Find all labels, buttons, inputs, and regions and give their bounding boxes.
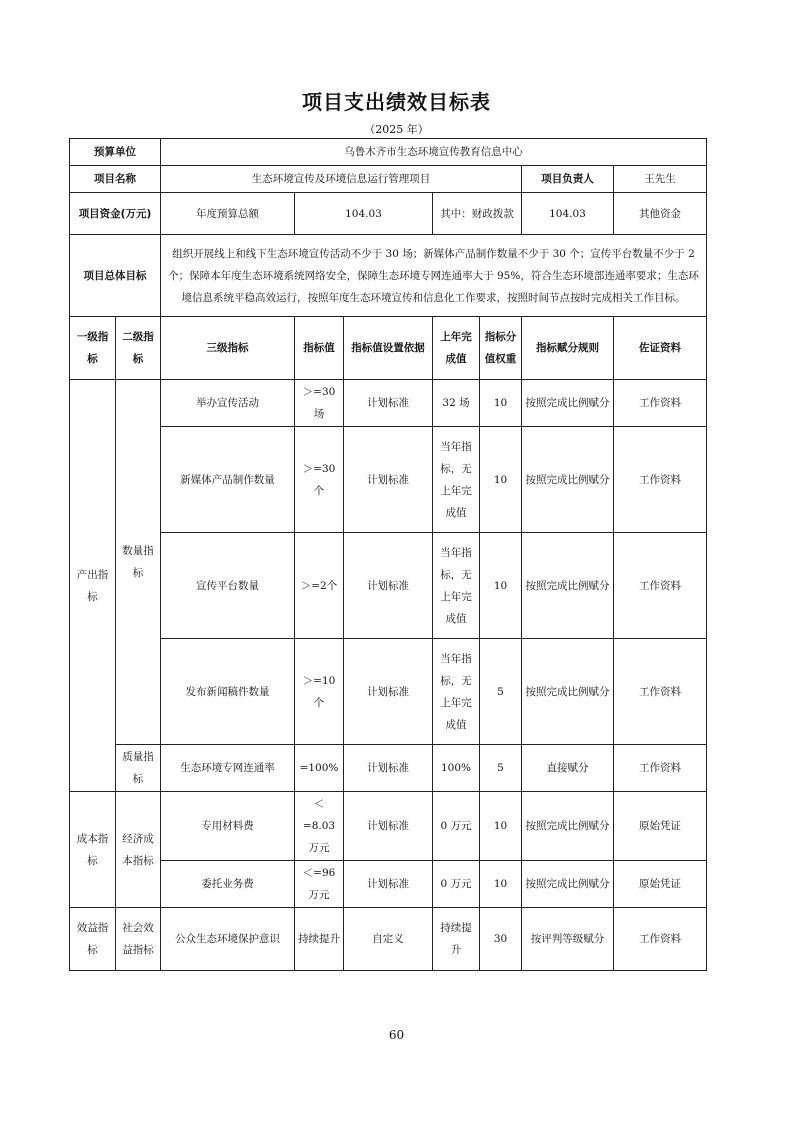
indicator-rule: 按照完成比例赋分	[522, 792, 614, 861]
level1-output: 产出指标	[70, 380, 116, 792]
indicator-value: ＞=30个	[295, 427, 344, 533]
annual-budget-value: 104.03	[295, 193, 433, 235]
header-weight: 指标分值权重	[480, 317, 522, 380]
header-rule: 指标赋分规则	[522, 317, 614, 380]
header-value: 指标值	[295, 317, 344, 380]
indicator-last-year: 当年指标，无上年完成值	[433, 639, 480, 745]
indicator-rule: 按照完成比例赋分	[522, 861, 614, 908]
indicator-name: 举办宣传活动	[161, 380, 295, 427]
indicator-row	[70, 745, 707, 792]
level1-cost: 成本指标	[70, 792, 116, 908]
header-last-year: 上年完成值	[433, 317, 480, 380]
indicator-evidence: 工作资料	[614, 908, 707, 971]
indicator-value: =100%	[295, 745, 344, 792]
other-funds-label: 其他资金	[614, 193, 707, 235]
year-label: （2025 年）	[364, 123, 429, 136]
indicator-weight: 10	[480, 792, 522, 861]
header-basis: 指标值设置依据	[344, 317, 433, 380]
indicator-evidence: 原始凭证	[614, 792, 707, 861]
indicator-evidence: 工作资料	[614, 639, 707, 745]
indicator-evidence: 工作资料	[614, 427, 707, 533]
indicator-weight: 10	[480, 861, 522, 908]
indicator-value: 持续提升	[295, 908, 344, 971]
indicator-rule: 直接赋分	[522, 745, 614, 792]
indicator-value: ＜=96万元	[295, 861, 344, 908]
indicator-last-year: 0 万元	[433, 792, 480, 861]
indicator-basis: 自定义	[344, 908, 433, 971]
project-leader-label: 项目负责人	[522, 166, 614, 193]
indicator-header-row	[70, 317, 707, 380]
level1-benefit: 效益指标	[70, 908, 116, 971]
indicator-rule: 按评判等级赋分	[522, 908, 614, 971]
level2-quantity: 数量指标	[116, 380, 161, 745]
project-name-label: 项目名称	[70, 166, 161, 193]
indicator-evidence: 工作资料	[614, 533, 707, 639]
indicator-last-year: 0 万元	[433, 861, 480, 908]
overall-goal-row	[70, 235, 707, 317]
performance-table	[69, 138, 707, 971]
indicator-rule: 按照完成比例赋分	[522, 380, 614, 427]
fiscal-appropriation-label: 其中：财政拨款	[433, 193, 522, 235]
indicator-row	[70, 861, 707, 908]
indicator-value: ＞=10个	[295, 639, 344, 745]
indicator-basis: 计划标准	[344, 861, 433, 908]
budget-unit-value: 乌鲁木齐市生态环境宣传教育信息中心	[161, 139, 707, 166]
indicator-evidence: 工作资料	[614, 745, 707, 792]
indicator-basis: 计划标准	[344, 639, 433, 745]
overall-goal-text: 组织开展线上和线下生态环境宣传活动不少于 30 场；新媒体产品制作数量不少于 30 个；宣传平台数量不少于 2 个；保障本年度生态环境系统网络安全，保障生态环境专网连通率大于 95%，符合生态环境部连通率要求；生态环境信息系统平稳高效运行，按照年度生态环境宣传和信息化工作要求，按照时间节点按时完成相关工作目标。	[161, 235, 707, 317]
project-funds-label: 项目资金(万元)	[70, 193, 161, 235]
indicator-basis: 计划标准	[344, 792, 433, 861]
indicator-value: ＜=8.03万元	[295, 792, 344, 861]
budget-unit-label: 预算单位	[70, 139, 161, 166]
indicator-value: ＞=30场	[295, 380, 344, 427]
indicator-name: 宣传平台数量	[161, 533, 295, 639]
indicator-weight: 5	[480, 745, 522, 792]
indicator-weight: 10	[480, 533, 522, 639]
level2-economic-cost: 经济成本指标	[116, 792, 161, 908]
indicator-value: ＞=2个	[295, 533, 344, 639]
indicator-name: 生态环境专网连通率	[161, 745, 295, 792]
indicator-last-year: 32 场	[433, 380, 480, 427]
indicator-name: 新媒体产品制作数量	[161, 427, 295, 533]
indicator-name: 委托业务费	[161, 861, 295, 908]
indicator-row	[70, 792, 707, 861]
header-level1: 一级指标	[70, 317, 116, 380]
indicator-rule: 按照完成比例赋分	[522, 533, 614, 639]
indicator-row	[70, 533, 707, 639]
indicator-name: 发布新闻稿件数量	[161, 639, 295, 745]
indicator-rule: 按照完成比例赋分	[522, 639, 614, 745]
indicator-evidence: 原始凭证	[614, 861, 707, 908]
indicator-basis: 计划标准	[344, 533, 433, 639]
indicator-row	[70, 427, 707, 533]
header-level3: 三级指标	[161, 317, 295, 380]
page-title: 项目支出绩效目标表	[302, 90, 491, 114]
indicator-row	[70, 639, 707, 745]
budget-unit-row	[70, 139, 707, 166]
indicator-weight: 10	[480, 380, 522, 427]
indicator-basis: 计划标准	[344, 427, 433, 533]
project-funds-row	[70, 193, 707, 235]
indicator-evidence: 工作资料	[614, 380, 707, 427]
project-leader-value: 王先生	[614, 166, 707, 193]
indicator-row	[70, 908, 707, 971]
indicator-weight: 30	[480, 908, 522, 971]
indicator-basis: 计划标准	[344, 745, 433, 792]
indicator-row	[70, 380, 707, 427]
indicator-name: 公众生态环境保护意识	[161, 908, 295, 971]
indicator-basis: 计划标准	[344, 380, 433, 427]
indicator-weight: 10	[480, 427, 522, 533]
indicator-name: 专用材料费	[161, 792, 295, 861]
page-number: 60	[388, 1028, 405, 1042]
fiscal-appropriation-value: 104.03	[522, 193, 614, 235]
level2-social-benefit: 社会效益指标	[116, 908, 161, 971]
indicator-rule: 按照完成比例赋分	[522, 427, 614, 533]
overall-goal-label: 项目总体目标	[70, 235, 161, 317]
indicator-last-year: 100%	[433, 745, 480, 792]
indicator-last-year: 当年指标，无上年完成值	[433, 427, 480, 533]
annual-budget-label: 年度预算总额	[161, 193, 295, 235]
level2-quality: 质量指标	[116, 745, 161, 792]
project-name-row	[70, 166, 707, 193]
indicator-weight: 5	[480, 639, 522, 745]
header-level2: 二级指标	[116, 317, 161, 380]
header-evidence: 佐证资料	[614, 317, 707, 380]
indicator-last-year: 当年指标，无上年完成值	[433, 533, 480, 639]
project-name-value: 生态环境宣传及环境信息运行管理项目	[161, 166, 522, 193]
indicator-last-year: 持续提升	[433, 908, 480, 971]
